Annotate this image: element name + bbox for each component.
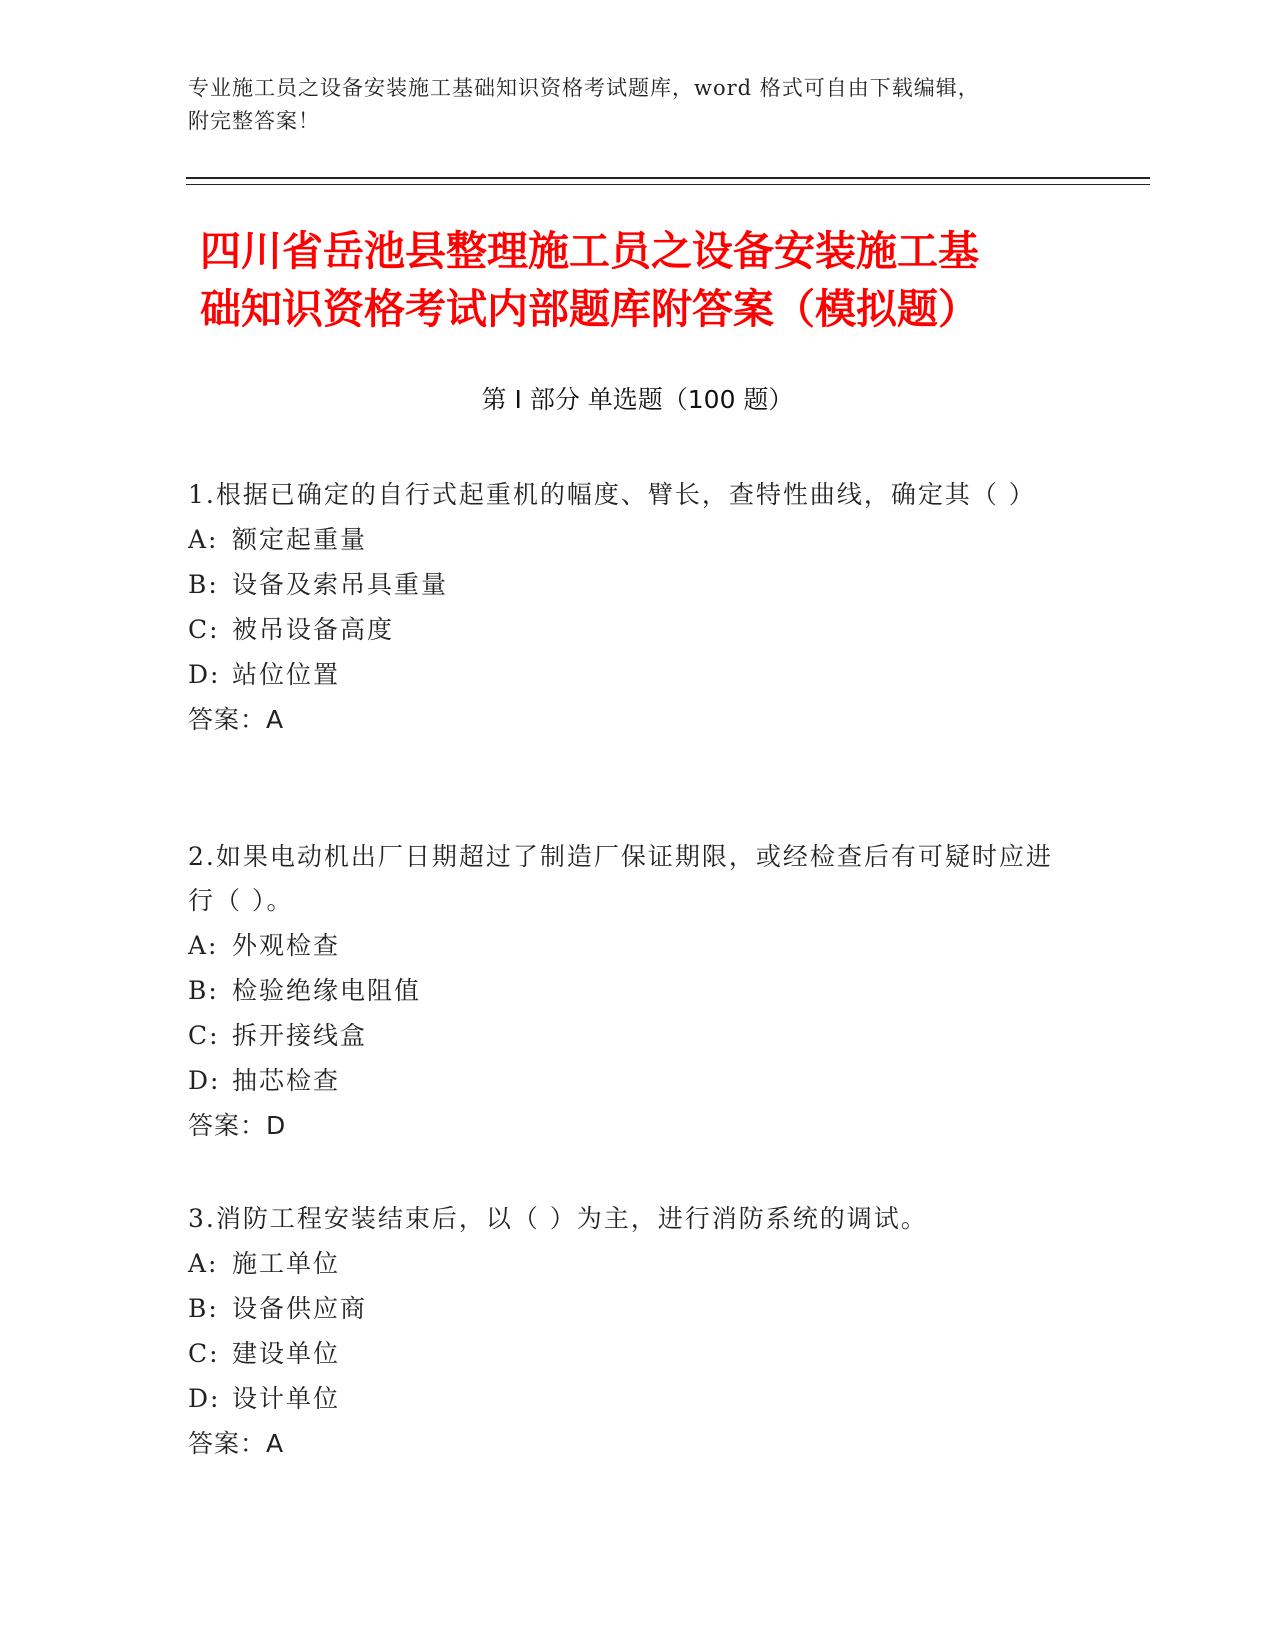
option-a [188,517,1058,562]
answer-line: 答案：A [188,705,285,734]
option-d [188,652,1058,697]
option-d [188,1376,1058,1421]
header-note-line-2: 附完整答案！ [188,109,320,133]
question-stem: 1.根据已确定的自行式起重机的幅度、臂长，查特性曲线，确定其（ ） [188,480,1036,509]
option-key: C: [188,615,220,644]
option-key: B: [188,570,219,599]
document-title-line-1: 四川省岳池县整理施工员之设备安装施工基 [200,227,979,275]
option-text: 额定起重量 [232,525,368,554]
option-a [188,923,1058,968]
option-key: B: [188,1294,219,1323]
option-text: 抽芯检查 [232,1066,341,1095]
option-key: C: [188,1339,220,1368]
option-text: 外观检查 [232,931,341,960]
option-b [188,1286,1058,1331]
option-text: 设备及索吊具重量 [232,570,449,599]
option-text: 设计单位 [232,1384,341,1413]
header-divider-thick [186,177,1150,179]
option-key: B: [188,976,219,1005]
option-key: C: [188,1021,220,1050]
question-2 [188,835,1058,1148]
option-text: 站位位置 [232,660,341,689]
option-key: D: [188,660,221,689]
option-c [188,607,1058,652]
document-title-line-2: 础知识资格考试内部题库附答案（模拟题） [200,285,979,333]
option-key: A: [188,931,219,960]
question-stem: 2.如果电动机出厂日期超过了制造厂保证期限，或经检查后有可疑时应进行（ ）。 [188,842,1053,915]
question-3 [188,1197,1058,1466]
header-note-line-1: 专业施工员之设备安装施工基础知识资格考试题库，word 格式可自由下载编辑， [188,76,980,100]
question-1 [188,473,1058,742]
option-text: 设备供应商 [232,1294,368,1323]
option-c [188,1331,1058,1376]
option-text: 建设单位 [232,1339,341,1368]
header-divider-thin [186,184,1150,185]
option-text: 被吊设备高度 [232,615,395,644]
option-d [188,1058,1058,1103]
option-key: D: [188,1384,221,1413]
question-stem: 3.消防工程安装结束后，以（ ）为主，进行消防系统的调试。 [188,1204,928,1233]
option-b [188,562,1058,607]
section-heading: 第 I 部分 单选题（100 题） [481,385,794,414]
option-key: D: [188,1066,221,1095]
option-text: 拆开接线盒 [232,1021,368,1050]
option-b [188,968,1058,1013]
answer-line: 答案：A [188,1429,285,1458]
option-a [188,1241,1058,1286]
option-key: A: [188,525,219,554]
option-text: 施工单位 [232,1249,341,1278]
option-c [188,1013,1058,1058]
option-key: A: [188,1249,219,1278]
answer-line: 答案：D [188,1111,287,1140]
option-text: 检验绝缘电阻值 [232,976,422,1005]
header-note [188,72,1068,138]
document-title [200,222,1100,338]
